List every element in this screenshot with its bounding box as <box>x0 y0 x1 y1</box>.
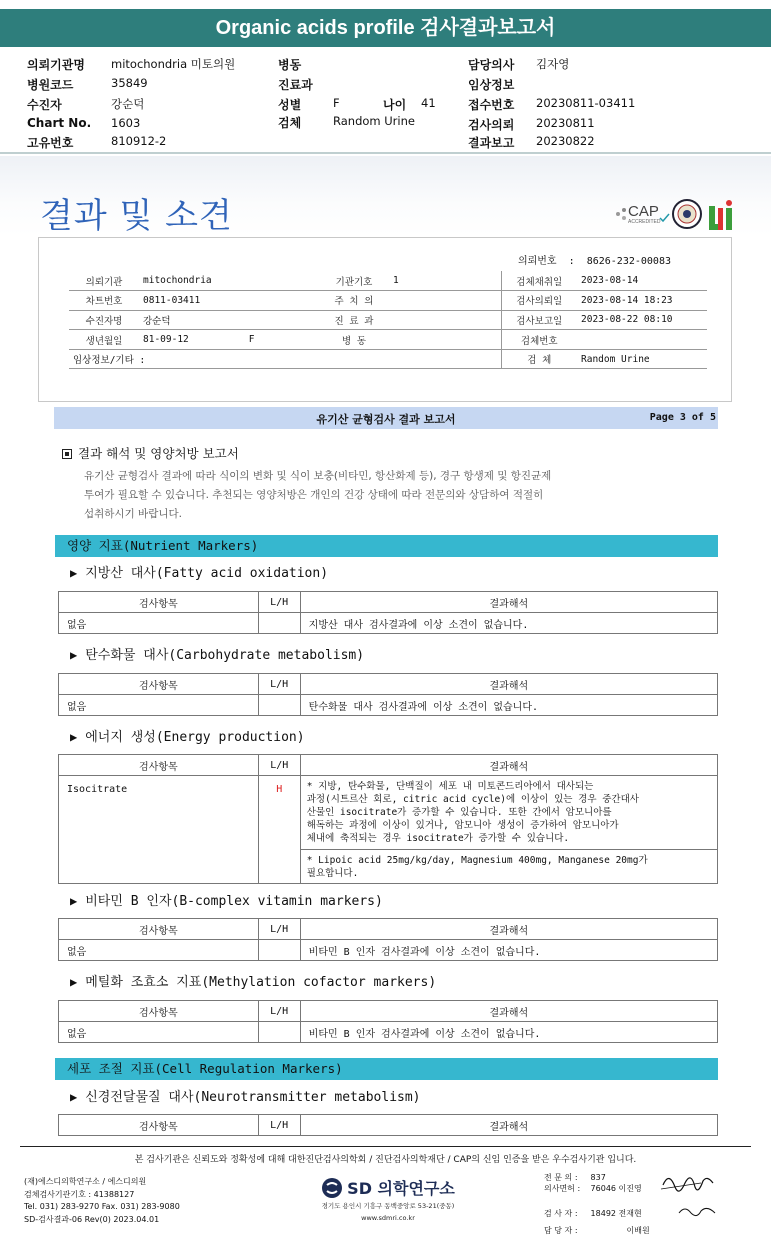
receipt-label: 접수번호 <box>468 98 515 112</box>
col-interp: 결과해석 <box>300 592 717 613</box>
patient-header <box>0 52 771 152</box>
svg-text:ACCREDITED: ACCREDITED <box>628 219 661 225</box>
lm-logo <box>709 200 732 230</box>
footer-line: SD-검사결과-06 Rev(0) 2023.04.01 <box>24 1214 160 1224</box>
section-title-text: 지방산 대사(Fatty acid oxidation) <box>85 566 329 581</box>
section-heading-text: 결과 해석 및 영양처방 보고서 <box>78 446 239 461</box>
cell-item: 없음 <box>59 1022 259 1043</box>
id-label: 고유번호 <box>27 136 74 150</box>
info-label: 검체번호 <box>501 330 577 350</box>
specimen-value: Random Urine <box>333 114 415 128</box>
info-label: 검사의뢰일 <box>501 291 577 311</box>
report-label: 결과보고 <box>468 136 515 150</box>
table-header <box>59 1115 718 1136</box>
sd-lab-logo <box>318 1176 458 1223</box>
cell-interp: 지방산 대사 검사결과에 이상 소견이 없습니다. <box>300 613 717 634</box>
result-table <box>58 1000 718 1043</box>
triangle-icon: ▶ <box>70 648 78 662</box>
report-bar <box>54 407 718 429</box>
table-row <box>59 1022 718 1043</box>
info-row <box>69 310 707 330</box>
specimen-value: Random Urine <box>577 349 707 369</box>
info-label: 생년월일 <box>69 330 139 350</box>
info-label: 진 료 과 <box>319 310 389 330</box>
result-table <box>58 754 718 884</box>
section-title <box>70 562 328 581</box>
info-label: 주 치 의 <box>319 291 389 311</box>
intro-line: 투여가 필요할 수 있습니다. 추천되는 영양처방은 개인의 건강 상태에 따라 전문의와 상담하여 적절히 <box>84 489 544 501</box>
seal-logo <box>673 200 701 228</box>
nutrient-markers-band: 영양 지표(Nutrient Markers) <box>55 535 718 557</box>
triangle-icon: ▶ <box>70 975 78 989</box>
cell-item: Isocitrate <box>59 776 259 884</box>
checkbox-icon <box>62 449 72 459</box>
cell-item: 없음 <box>59 695 259 716</box>
info-value <box>389 291 501 311</box>
triangle-icon: ▶ <box>70 1090 78 1104</box>
col-lh: L/H <box>258 674 300 695</box>
chart-label: Chart No. <box>27 116 92 130</box>
info-row <box>69 271 707 291</box>
staff-value: 이배원 <box>626 1226 650 1235</box>
id-value: 810912-2 <box>111 134 167 148</box>
result-table <box>58 1114 718 1136</box>
info-value: 2023-08-22 08:10 <box>577 310 707 330</box>
info-label: 의뢰기관 <box>69 271 139 291</box>
section-heading <box>62 444 239 462</box>
table-row <box>59 695 718 716</box>
footer-line: 검체검사기관기호 : 41388127 <box>24 1189 135 1199</box>
lab-website: www.sdmri.co.kr <box>361 1214 415 1222</box>
accreditation-logos <box>608 198 738 232</box>
table-row <box>59 940 718 961</box>
footer-line: Tel. 031) 283-9270 Fax. 031) 283-9080 <box>24 1202 180 1211</box>
cap-logo <box>616 203 669 225</box>
request-number: 의뢰번호 : 8626-232-00083 <box>517 256 671 267</box>
triangle-icon: ▶ <box>70 894 78 908</box>
footer-notice: 본 검사기관은 신뢰도와 정확성에 대해 대한진단검사의학회 / 진단검사의학재단 / CAP의 신임 인증을 받은 우수검사기관 입니다. <box>134 1155 637 1165</box>
col-interp: 결과해석 <box>300 1001 717 1022</box>
info-value: 강순덕 <box>139 310 319 330</box>
section-title <box>70 1086 421 1105</box>
section-title-text: 에너지 생성(Energy production) <box>85 730 305 745</box>
info-value <box>389 330 501 350</box>
cell-item: 없음 <box>59 940 259 961</box>
table-header <box>59 592 718 613</box>
info-value <box>577 330 707 350</box>
section-title <box>70 971 436 990</box>
col-lh: L/H <box>258 919 300 940</box>
staff-label: 전 문 의 : <box>544 1173 578 1182</box>
info-value <box>139 330 319 350</box>
col-item: 검사항목 <box>59 1115 259 1136</box>
interp-line: 체내에 축적되는 경우 isocitrate가 증가할 수 있습니다. <box>306 833 570 844</box>
sex-value: F <box>333 96 340 110</box>
request-number-value: 8626-232-00083 <box>586 256 671 267</box>
staff-label: 검 사 자 : <box>544 1209 578 1218</box>
svg-text:CAP: CAP <box>628 203 659 220</box>
specimen-label: 검체 <box>278 116 302 130</box>
info-value: 1 <box>389 271 501 291</box>
table-row <box>59 613 718 634</box>
section-title <box>70 890 383 909</box>
footer-line: (재)에스디의학연구소 / 에스디의원 <box>24 1177 147 1186</box>
cell-interp <box>300 776 717 850</box>
interp-line: 과정(시트르산 회로, citric acid cycle)에 이상이 있는 경우 중간대사 <box>306 794 639 805</box>
report-title: Organic acids profile 검사결과보고서 <box>0 9 771 47</box>
col-item: 검사항목 <box>59 1001 259 1022</box>
chart-value: 1603 <box>111 116 141 130</box>
age-value: 41 <box>421 96 436 110</box>
order-info-box <box>38 237 732 402</box>
dept-label: 진료과 <box>278 78 313 92</box>
receipt-value: 20230811-03411 <box>536 96 636 110</box>
intro-line: 유기산 균형검사 결과에 따라 식이의 변화 및 식이 보충(비타민, 항산화제 등), 경구 항생제 및 항진균제 <box>84 470 552 482</box>
clinical-info: 임상정보/기타 : <box>69 349 501 369</box>
col-lh: L/H <box>258 1001 300 1022</box>
patient-value: 강순덕 <box>111 97 145 111</box>
rx-line: * Lipoic acid 25mg/kg/day, Magnesium 400mg, Manganese 20mg가 <box>306 854 648 866</box>
cell-interp: 비타민 B 인자 검사결과에 이상 소견이 없습니다. <box>300 1022 717 1043</box>
footer-staff <box>544 1169 650 1239</box>
section-title-text: 메틸화 조효소 지표(Methylation cofactor markers) <box>85 975 437 990</box>
info-label: 검사보고일 <box>501 310 577 330</box>
cell-interp: 비타민 B 인자 검사결과에 이상 소견이 없습니다. <box>300 940 717 961</box>
section-title <box>70 644 364 663</box>
hospital-label: 의뢰기관명 <box>27 58 85 72</box>
report-value: 20230822 <box>536 134 595 148</box>
info-label: 기관기호 <box>319 271 389 291</box>
col-interp: 결과해석 <box>300 674 717 695</box>
clinical-row <box>69 349 707 369</box>
cell-lh <box>258 1022 300 1043</box>
interp-line: 산물인 isocitrate가 증가할 수 있습니다. 또한 간에서 암모니아를 <box>306 807 612 818</box>
info-value: mitochondria <box>139 271 319 291</box>
table-header <box>59 919 718 940</box>
info-label: 병 동 <box>319 330 389 350</box>
lab-name: SD 의학연구소 <box>347 1179 455 1198</box>
cell-regulation-band: 세포 조절 지표(Cell Regulation Markers) <box>55 1058 718 1080</box>
info-value: 2023-08-14 <box>577 271 707 291</box>
section-title <box>70 726 305 745</box>
sd-emblem-icon <box>321 1177 343 1199</box>
cell-lh <box>258 695 300 716</box>
col-interp: 결과해석 <box>300 755 717 776</box>
staff-label: 의사면허 : <box>544 1184 581 1193</box>
interp-line: * 지방, 탄수화물, 단백질이 세포 내 미토콘드리아에서 대사되는 <box>306 781 594 792</box>
doctor-label: 담당의사 <box>468 58 515 72</box>
staff-value: 18492 전재현 <box>590 1209 642 1218</box>
signature-image <box>655 1165 725 1225</box>
col-interp: 결과해석 <box>300 1115 717 1136</box>
doctor-value: 김자영 <box>536 57 570 71</box>
col-lh: L/H <box>258 755 300 776</box>
staff-label: 담 당 자 : <box>544 1226 578 1235</box>
clinical-label: 임상정보 <box>468 78 515 92</box>
info-label: 검체채취일 <box>501 271 577 291</box>
cell-lh <box>258 940 300 961</box>
col-lh: L/H <box>258 1115 300 1136</box>
info-row <box>69 330 707 350</box>
birth-sex: F <box>248 334 255 346</box>
footer-divider <box>20 1146 751 1147</box>
info-label: 수진자명 <box>69 310 139 330</box>
section-title-text: 신경전달물질 대사(Neurotransmitter metabolism) <box>85 1090 421 1105</box>
result-table <box>58 918 718 961</box>
request-value: 20230811 <box>536 116 595 130</box>
intro-text <box>84 467 684 524</box>
hospital-value: mitochondria 미토의원 <box>111 57 236 71</box>
result-table <box>58 673 718 716</box>
request-number-label: 의뢰번호 <box>517 256 557 267</box>
col-lh: L/H <box>258 592 300 613</box>
col-item: 검사항목 <box>59 755 259 776</box>
order-info-table <box>69 271 707 369</box>
report-bar-title: 유기산 균형검사 결과 보고서 <box>316 413 456 426</box>
table-header <box>59 1001 718 1022</box>
result-title: 결과 및 소견 <box>40 196 233 236</box>
info-value <box>389 310 501 330</box>
intro-line: 섭취하시기 바랍니다. <box>84 508 182 520</box>
table-row <box>59 776 718 850</box>
lab-address: 경기도 용인시 기흥구 동백중앙로 53-21(중동) <box>321 1202 455 1210</box>
header-divider <box>0 152 771 154</box>
age-label: 나이 <box>383 98 407 112</box>
request-label: 검사의뢰 <box>468 118 515 132</box>
triangle-icon: ▶ <box>70 730 78 744</box>
rx-line: 필요합니다. <box>306 867 359 879</box>
col-item: 검사항목 <box>59 592 259 613</box>
triangle-icon: ▶ <box>70 566 78 580</box>
col-interp: 결과해석 <box>300 919 717 940</box>
staff-value: 76046 이진영 <box>590 1184 642 1193</box>
col-item: 검사항목 <box>59 674 259 695</box>
section-title-text: 비타민 B 인자(B-complex vitamin markers) <box>85 894 383 909</box>
cell-rx <box>300 850 717 884</box>
footer-lab-info <box>24 1176 180 1226</box>
info-row <box>69 291 707 311</box>
table-header <box>59 755 718 776</box>
interp-line: 해독하는 과정에 이상이 있거나, 암모니아 생성이 증가하여 암모니아가 <box>306 820 619 831</box>
table-header <box>59 674 718 695</box>
sex-label: 성별 <box>278 98 302 112</box>
specimen-label: 검 체 <box>501 349 577 369</box>
page-indicator: Page 3 of 5 <box>649 412 716 423</box>
code-label: 병원코드 <box>27 78 74 92</box>
info-label: 차트번호 <box>69 291 139 311</box>
staff-value: 837 <box>590 1173 606 1182</box>
ward-label: 병동 <box>278 58 302 72</box>
cell-lh: H <box>258 776 300 884</box>
code-value: 35849 <box>111 76 148 90</box>
col-item: 검사항목 <box>59 919 259 940</box>
cell-lh <box>258 613 300 634</box>
info-value: 0811-03411 <box>139 291 319 311</box>
birth-date: 81-09-12 <box>143 334 189 346</box>
section-title-text: 탄수화물 대사(Carbohydrate metabolism) <box>85 648 365 663</box>
cell-item: 없음 <box>59 613 259 634</box>
patient-label: 수진자 <box>27 98 62 112</box>
info-value: 2023-08-14 18:23 <box>577 291 707 311</box>
result-table <box>58 591 718 634</box>
cell-interp: 탄수화물 대사 검사결과에 이상 소견이 없습니다. <box>300 695 717 716</box>
